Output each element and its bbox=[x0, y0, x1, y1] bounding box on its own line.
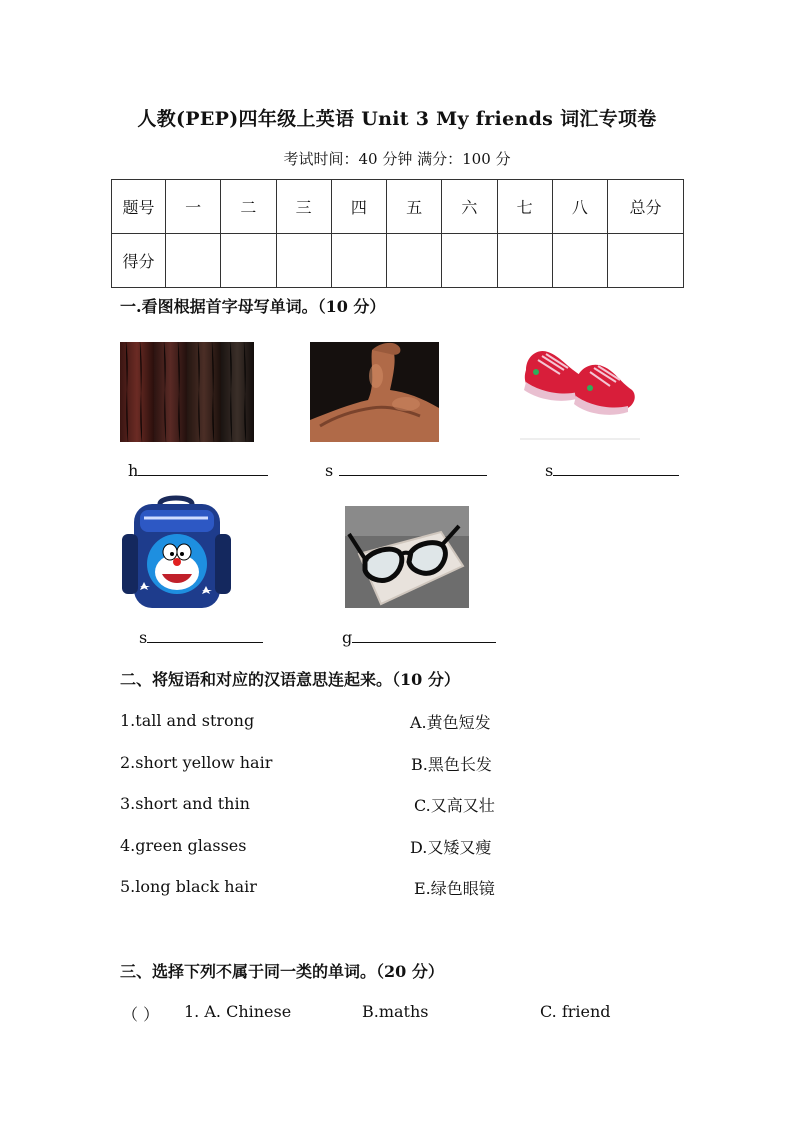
score-table-total-header: 总分 bbox=[608, 180, 684, 234]
answer-blank-1[interactable] bbox=[128, 461, 268, 480]
score-cell[interactable] bbox=[608, 234, 684, 288]
section-1-heading: 一.看图根据首字母写单词。（10 分） bbox=[120, 297, 386, 316]
score-table-column-7: 七 bbox=[497, 180, 552, 234]
question-1-option-c: C. friend bbox=[540, 1002, 611, 1021]
score-cell[interactable] bbox=[276, 234, 331, 288]
score-cell[interactable] bbox=[442, 234, 497, 288]
answer-line[interactable] bbox=[553, 461, 679, 476]
blank-initial-letter: s bbox=[139, 628, 148, 647]
phrase-item-4[interactable]: 4.green glasses bbox=[120, 836, 247, 855]
score-cell[interactable] bbox=[387, 234, 442, 288]
phrase-item-5[interactable]: 5.long black hair bbox=[120, 877, 257, 896]
answer-blank-5[interactable] bbox=[342, 628, 496, 647]
score-table-column-6: 六 bbox=[442, 180, 497, 234]
exam-info: 考试时间：40 分钟 满分：100 分 bbox=[283, 150, 511, 168]
answer-line[interactable] bbox=[352, 628, 496, 643]
meaning-item-d[interactable]: D.又矮又瘦 bbox=[410, 838, 492, 857]
answer-line[interactable] bbox=[138, 461, 268, 476]
score-table-row-label: 得分 bbox=[112, 234, 166, 288]
glasses-image bbox=[345, 506, 469, 608]
meaning-item-a[interactable]: A.黄色短发 bbox=[410, 713, 491, 732]
section-3-heading: 三、选择下列不属于同一类的单词。（20 分） bbox=[120, 962, 444, 981]
score-table-column-5: 五 bbox=[387, 180, 442, 234]
score-table-column-4: 四 bbox=[331, 180, 386, 234]
score-table-column-1: 一 bbox=[166, 180, 221, 234]
answer-blank-4[interactable] bbox=[139, 628, 263, 647]
blank-initial-letter: s bbox=[325, 461, 334, 480]
score-table-column-2: 二 bbox=[221, 180, 276, 234]
blank-initial-letter: s bbox=[545, 461, 554, 480]
score-table bbox=[111, 179, 684, 288]
phrase-item-2[interactable]: 2.short yellow hair bbox=[120, 753, 273, 772]
answer-parentheses[interactable]: （ ） bbox=[122, 1005, 160, 1024]
blank-initial-letter: h bbox=[128, 461, 139, 480]
phrase-item-3[interactable]: 3.short and thin bbox=[120, 794, 250, 813]
score-cell[interactable] bbox=[552, 234, 607, 288]
meaning-item-e[interactable]: E.绿色眼镜 bbox=[414, 879, 495, 898]
phrase-item-1[interactable]: 1.tall and strong bbox=[120, 711, 255, 730]
meaning-item-c[interactable]: C.又高又壮 bbox=[414, 796, 495, 815]
answer-line[interactable] bbox=[339, 461, 487, 476]
hair-swatches-image bbox=[120, 342, 254, 442]
strong-arm-image bbox=[310, 342, 439, 442]
score-cell[interactable] bbox=[497, 234, 552, 288]
meaning-item-b[interactable]: B.黑色长发 bbox=[411, 755, 492, 774]
score-cell[interactable] bbox=[331, 234, 386, 288]
score-table-column-8: 八 bbox=[552, 180, 607, 234]
answer-blank-2[interactable] bbox=[325, 461, 487, 480]
question-1-option-b: B.maths bbox=[362, 1002, 429, 1021]
question-1-option-a: 1. A. Chinese bbox=[184, 1002, 292, 1021]
answer-blank-3[interactable] bbox=[545, 461, 679, 480]
score-table-column-3: 三 bbox=[276, 180, 331, 234]
shoes-image bbox=[520, 342, 640, 442]
schoolbag-image bbox=[120, 494, 233, 608]
score-cell[interactable] bbox=[221, 234, 276, 288]
answer-line[interactable] bbox=[147, 628, 263, 643]
score-table-row-label: 题号 bbox=[112, 180, 166, 234]
score-cell[interactable] bbox=[166, 234, 221, 288]
score-table-header-row bbox=[112, 180, 684, 234]
score-table-score-row bbox=[112, 234, 684, 288]
blank-initial-letter: g bbox=[342, 628, 353, 647]
page-title: 人教(PEP)四年级上英语 Unit 3 My friends 词汇专项卷 bbox=[137, 108, 657, 130]
section-2-heading: 二、将短语和对应的汉语意思连起来。（10 分） bbox=[120, 670, 460, 689]
